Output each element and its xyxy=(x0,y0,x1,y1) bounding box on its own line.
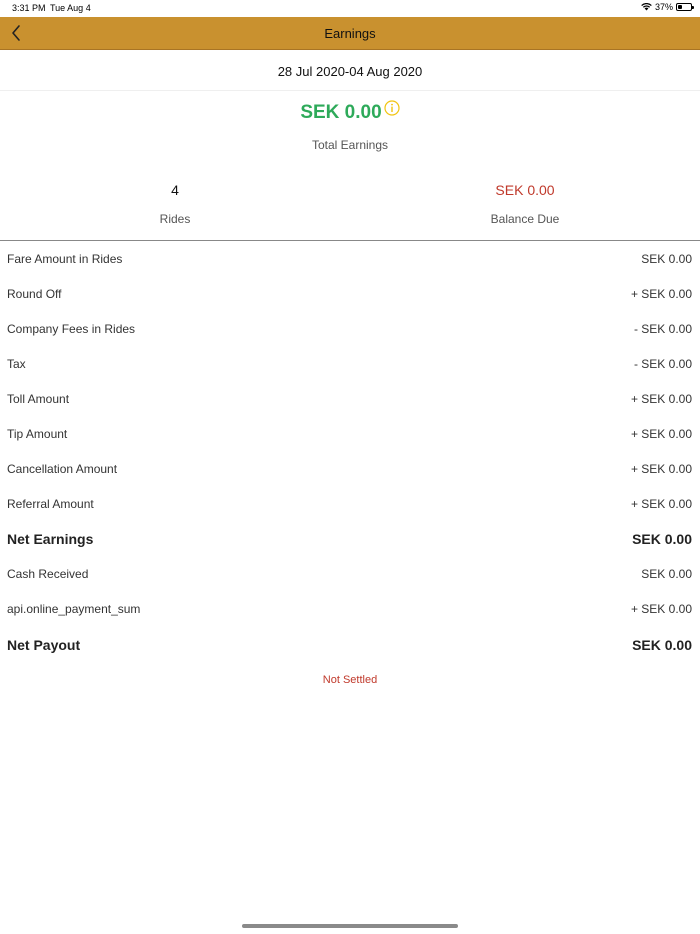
row-label: Toll Amount xyxy=(7,391,70,406)
balance-due-label: Balance Due xyxy=(490,212,560,226)
status-time: 3:31 PM xyxy=(12,3,46,13)
row-value: + SEK 0.00 xyxy=(630,462,692,477)
row-label: Round Off xyxy=(7,286,62,301)
battery-icon xyxy=(676,3,692,11)
net-payout-row xyxy=(0,627,700,662)
row-value: + SEK 0.00 xyxy=(630,497,692,512)
row-value: + SEK 0.00 xyxy=(630,602,692,617)
list-item xyxy=(0,381,700,416)
info-icon[interactable] xyxy=(384,100,400,116)
date-range[interactable]: 28 Jul 2020-04 Aug 2020 xyxy=(277,64,423,79)
list-item xyxy=(0,241,700,276)
balance-summary xyxy=(350,180,700,226)
total-earnings-value: SEK 0.00 xyxy=(300,102,382,123)
list-item xyxy=(0,592,700,627)
status-bar xyxy=(0,0,700,17)
home-indicator[interactable] xyxy=(242,924,458,928)
row-value: + SEK 0.00 xyxy=(630,286,692,301)
row-value: + SEK 0.00 xyxy=(630,427,692,442)
total-earnings-amount xyxy=(0,100,700,124)
status-date: Tue Aug 4 xyxy=(50,3,91,13)
list-item xyxy=(0,311,700,346)
wifi-icon xyxy=(641,3,652,11)
earnings-breakdown-list xyxy=(0,241,700,662)
rides-count: 4 xyxy=(171,182,179,198)
row-label: Cancellation Amount xyxy=(7,462,118,477)
row-value: SEK 0.00 xyxy=(632,636,692,653)
rides-label: Rides xyxy=(159,212,191,226)
summary-section xyxy=(0,180,700,240)
divider xyxy=(0,90,700,91)
list-item xyxy=(0,487,700,522)
row-label: Net Earnings xyxy=(7,531,94,548)
row-value: - SEK 0.00 xyxy=(633,356,692,371)
row-label: Tip Amount xyxy=(7,427,68,442)
row-label: Cash Received xyxy=(7,567,89,582)
total-earnings-label: Total Earnings xyxy=(311,138,389,152)
row-label: Referral Amount xyxy=(7,497,94,512)
list-item xyxy=(0,276,700,311)
row-label: Tax xyxy=(7,356,26,371)
list-item xyxy=(0,416,700,451)
row-label: Company Fees in Rides xyxy=(7,321,136,336)
row-label: api.online_payment_sum xyxy=(7,602,141,617)
list-item xyxy=(0,346,700,381)
list-item xyxy=(0,557,700,592)
battery-fill xyxy=(678,5,682,9)
row-label: Fare Amount in Rides xyxy=(7,251,123,266)
battery-percent: 37% xyxy=(654,2,673,12)
balance-due-value: SEK 0.00 xyxy=(495,182,555,198)
row-value: - SEK 0.00 xyxy=(633,321,692,336)
net-earnings-row xyxy=(0,522,700,557)
nav-bar xyxy=(0,17,700,50)
status-right xyxy=(641,2,692,12)
page-title: Earnings xyxy=(324,26,376,41)
rides-summary xyxy=(0,180,350,226)
row-value: SEK 0.00 xyxy=(641,251,692,266)
row-value: SEK 0.00 xyxy=(641,567,692,582)
row-value: + SEK 0.00 xyxy=(630,391,692,406)
list-item xyxy=(0,452,700,487)
row-value: SEK 0.00 xyxy=(632,531,692,548)
row-label: Net Payout xyxy=(7,636,81,653)
settlement-status: Not Settled xyxy=(322,674,378,686)
